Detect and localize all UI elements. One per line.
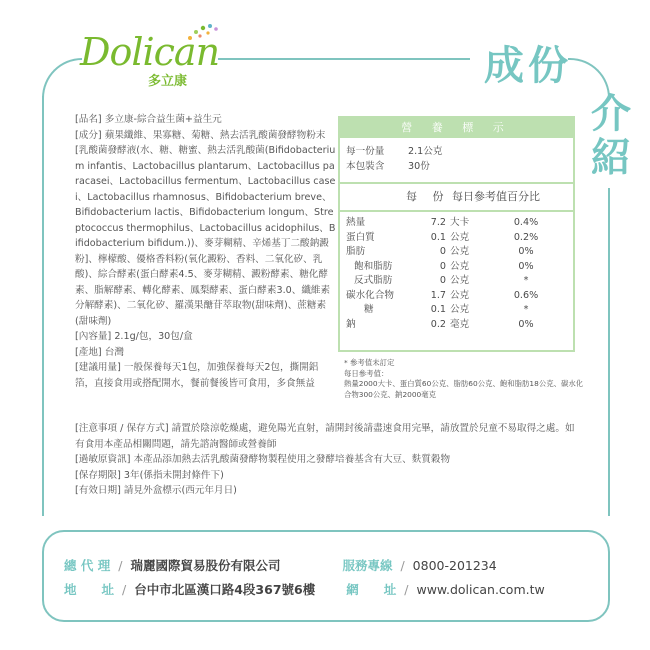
frame-left-line — [42, 96, 44, 516]
nutrient-pct: * — [523, 275, 529, 286]
nutrient-unit: 毫克 — [450, 318, 470, 330]
col-daily-value: 每日參考值百分比 — [452, 190, 540, 203]
logo-wordmark: Dolican — [80, 30, 220, 74]
col-per-serving: 每 份 — [406, 190, 450, 203]
nutrition-row — [340, 231, 573, 246]
nutrition-row — [340, 260, 573, 275]
agent-value: 瑞麗國際貿易股份有限公司 — [130, 558, 281, 573]
service-label: 服務專線 — [342, 558, 393, 573]
nutrient-unit: 公克 — [450, 246, 470, 257]
nutrition-row — [340, 216, 573, 231]
table-divider — [340, 210, 573, 212]
product-notes — [75, 421, 575, 499]
address-value: 台中市北區漢口路4段367號6樓 — [134, 582, 316, 597]
nutrition-row — [340, 245, 573, 260]
website-link[interactable]: www.dolican.com.tw — [416, 581, 545, 597]
nutrition-rows — [340, 216, 573, 332]
nutrient-unit: 公克 — [450, 275, 470, 286]
nutrient-name: 反式脂肪 — [354, 275, 393, 286]
logo-chinese-name: 多立康 — [148, 74, 188, 89]
separator: / — [400, 557, 405, 573]
nutrient-pct: 0.4% — [513, 217, 539, 228]
nutrient-pct: 0% — [518, 318, 534, 330]
shelf-life: [保存期限] 3年(係指未開封條件下) — [75, 469, 224, 481]
web-label: 網 址 — [346, 582, 397, 597]
usage: [建議用量] 一般保養每天1包，加強保養每天2包，撕開鋁箔，直接食用或搭配開水，餐前餐後皆可食用，多食無益 — [75, 362, 319, 389]
product-info — [75, 112, 337, 391]
nutrition-row — [340, 318, 573, 333]
nutrient-name: 糖 — [364, 304, 374, 315]
nutrient-value: 7.2 — [430, 217, 446, 228]
nutrient-unit: 公克 — [450, 260, 470, 272]
nutrient-name: 碳水化合物 — [346, 289, 394, 301]
product-name: [品名] 多立康-綜合益生菌+益生元 — [75, 114, 222, 125]
nutrient-unit: 公克 — [450, 289, 470, 301]
nutrient-name: 熱量 — [346, 217, 366, 228]
frame-corner-top-left — [42, 58, 82, 98]
nutrient-value: 0.2 — [430, 318, 446, 330]
nutrient-pct: * — [523, 304, 529, 315]
footnote-no-reference: * 參考值未訂定 — [344, 358, 395, 367]
nutrition-header: 營 養 標 示 — [340, 118, 573, 138]
nutrition-row — [340, 289, 573, 304]
nutrition-footnote — [344, 358, 584, 400]
nutrient-name: 蛋白質 — [346, 231, 375, 243]
caution: [注意事項 / 保存方式] 請置於陰涼乾燥處，避免陽光直射，請開封後請盡速食用完畢，請放置於兒童不易取得之處。如有食用本產品相關問題，請先諮詢醫師或營養師 — [75, 423, 575, 450]
address-label: 地 址 — [64, 582, 115, 597]
nutrient-unit: 公克 — [450, 231, 470, 243]
footnote-daily-values: 熱量2000大卡、蛋白質60公克、脂肪60公克、飽和脂肪18公克、碳水化合物300公克、鈉2000毫克 — [344, 379, 584, 399]
nutrient-unit: 公克 — [450, 304, 470, 315]
serving-value: 2.1公克 — [408, 146, 443, 157]
agent-label: 總 代 理 — [64, 558, 111, 573]
frame-right-line — [608, 188, 610, 516]
serving-label: 每一份量 — [346, 146, 385, 157]
company-row-1 — [64, 556, 497, 574]
brand-logo — [80, 22, 220, 89]
servings-value: 30份 — [408, 161, 430, 172]
content-amount: [內容量] 2.1g/包，30包/盒 — [75, 331, 193, 342]
service-phone[interactable]: 0800-201234 — [412, 557, 497, 573]
company-row-2 — [64, 580, 545, 598]
company-info-box — [42, 530, 610, 622]
page-title-line1: 成份 — [484, 43, 572, 89]
nutrient-name: 飽和脂肪 — [354, 260, 393, 272]
ingredients: [成分] 蘋果纖維、果寡糖、菊糖、熱去活乳酸菌發酵物粉末[乳酸菌發酵液(水、糖、糖蜜、熱去活乳酸菌(Bifidobacterium infantis、Lactobacillus plantarum、Lactobacillus paracasei、Lactobacillus fermentum、Lactobacillus casei、Lactobacillus rhamnosus、Bifidobacterium breve、Bifidobacterium lactis、Bifidobacterium longum、Streptococcus thermophilus、Lactobacillus acidophilus、Bifidobacterium bifidum.))、麥芽糊精、辛烯基丁二酸鈉澱粉]、檸檬酸、優格香料粉(氧化澱粉、香料、二氧化矽、乳酸)、綜合酵素(蛋白酵素4.5、麥芽糊精、澱粉酵素、糖化酵素、脂解酵素、轉化酵素、鳳梨酵素、蛋白酵素3.0、纖維素分解酵素)、二氧化矽、羅漢果醣苷萃取物(甜味劑)、蔗糖素(甜味劑) — [75, 129, 336, 327]
nutrient-pct: 0.6% — [513, 289, 539, 301]
serving-info — [346, 144, 442, 174]
servings-label: 本包裝含 — [346, 161, 385, 172]
nutrient-value: 0.1 — [430, 231, 446, 243]
footnote-daily-label: 每日參考值： — [344, 368, 389, 378]
nutrient-value: 0.1 — [430, 304, 446, 315]
nutrient-value: 0 — [439, 275, 446, 286]
nutrition-row — [340, 303, 573, 318]
table-divider — [340, 182, 573, 184]
separator: / — [404, 581, 409, 597]
allergen-info: [過敏原資訊] 本產品添加熱去活乳酸菌發酵物製程使用之發酵培養基含有大豆、麩質穀物 — [75, 454, 451, 465]
separator: / — [118, 557, 123, 573]
nutrient-value: 1.7 — [430, 289, 446, 301]
nutrient-name: 鈉 — [346, 318, 356, 330]
nutrient-pct: 0% — [518, 246, 534, 257]
nutrient-pct: 0.2% — [513, 231, 539, 243]
nutrient-pct: 0% — [518, 260, 534, 272]
origin: [產地] 台灣 — [75, 346, 124, 358]
nutrient-value: 0 — [439, 260, 446, 272]
frame-top-line — [218, 58, 470, 60]
nutrient-name: 脂肪 — [346, 246, 366, 257]
nutrition-row — [340, 274, 573, 289]
nutrient-value: 0 — [439, 246, 446, 257]
page-title-line2: 介紹 — [591, 91, 631, 181]
nutrition-table — [338, 116, 575, 352]
nutrient-unit: 大卡 — [450, 217, 470, 228]
separator: / — [122, 581, 127, 597]
expiry-date: [有效日期] 請見外盒標示(西元年月日) — [75, 485, 237, 496]
